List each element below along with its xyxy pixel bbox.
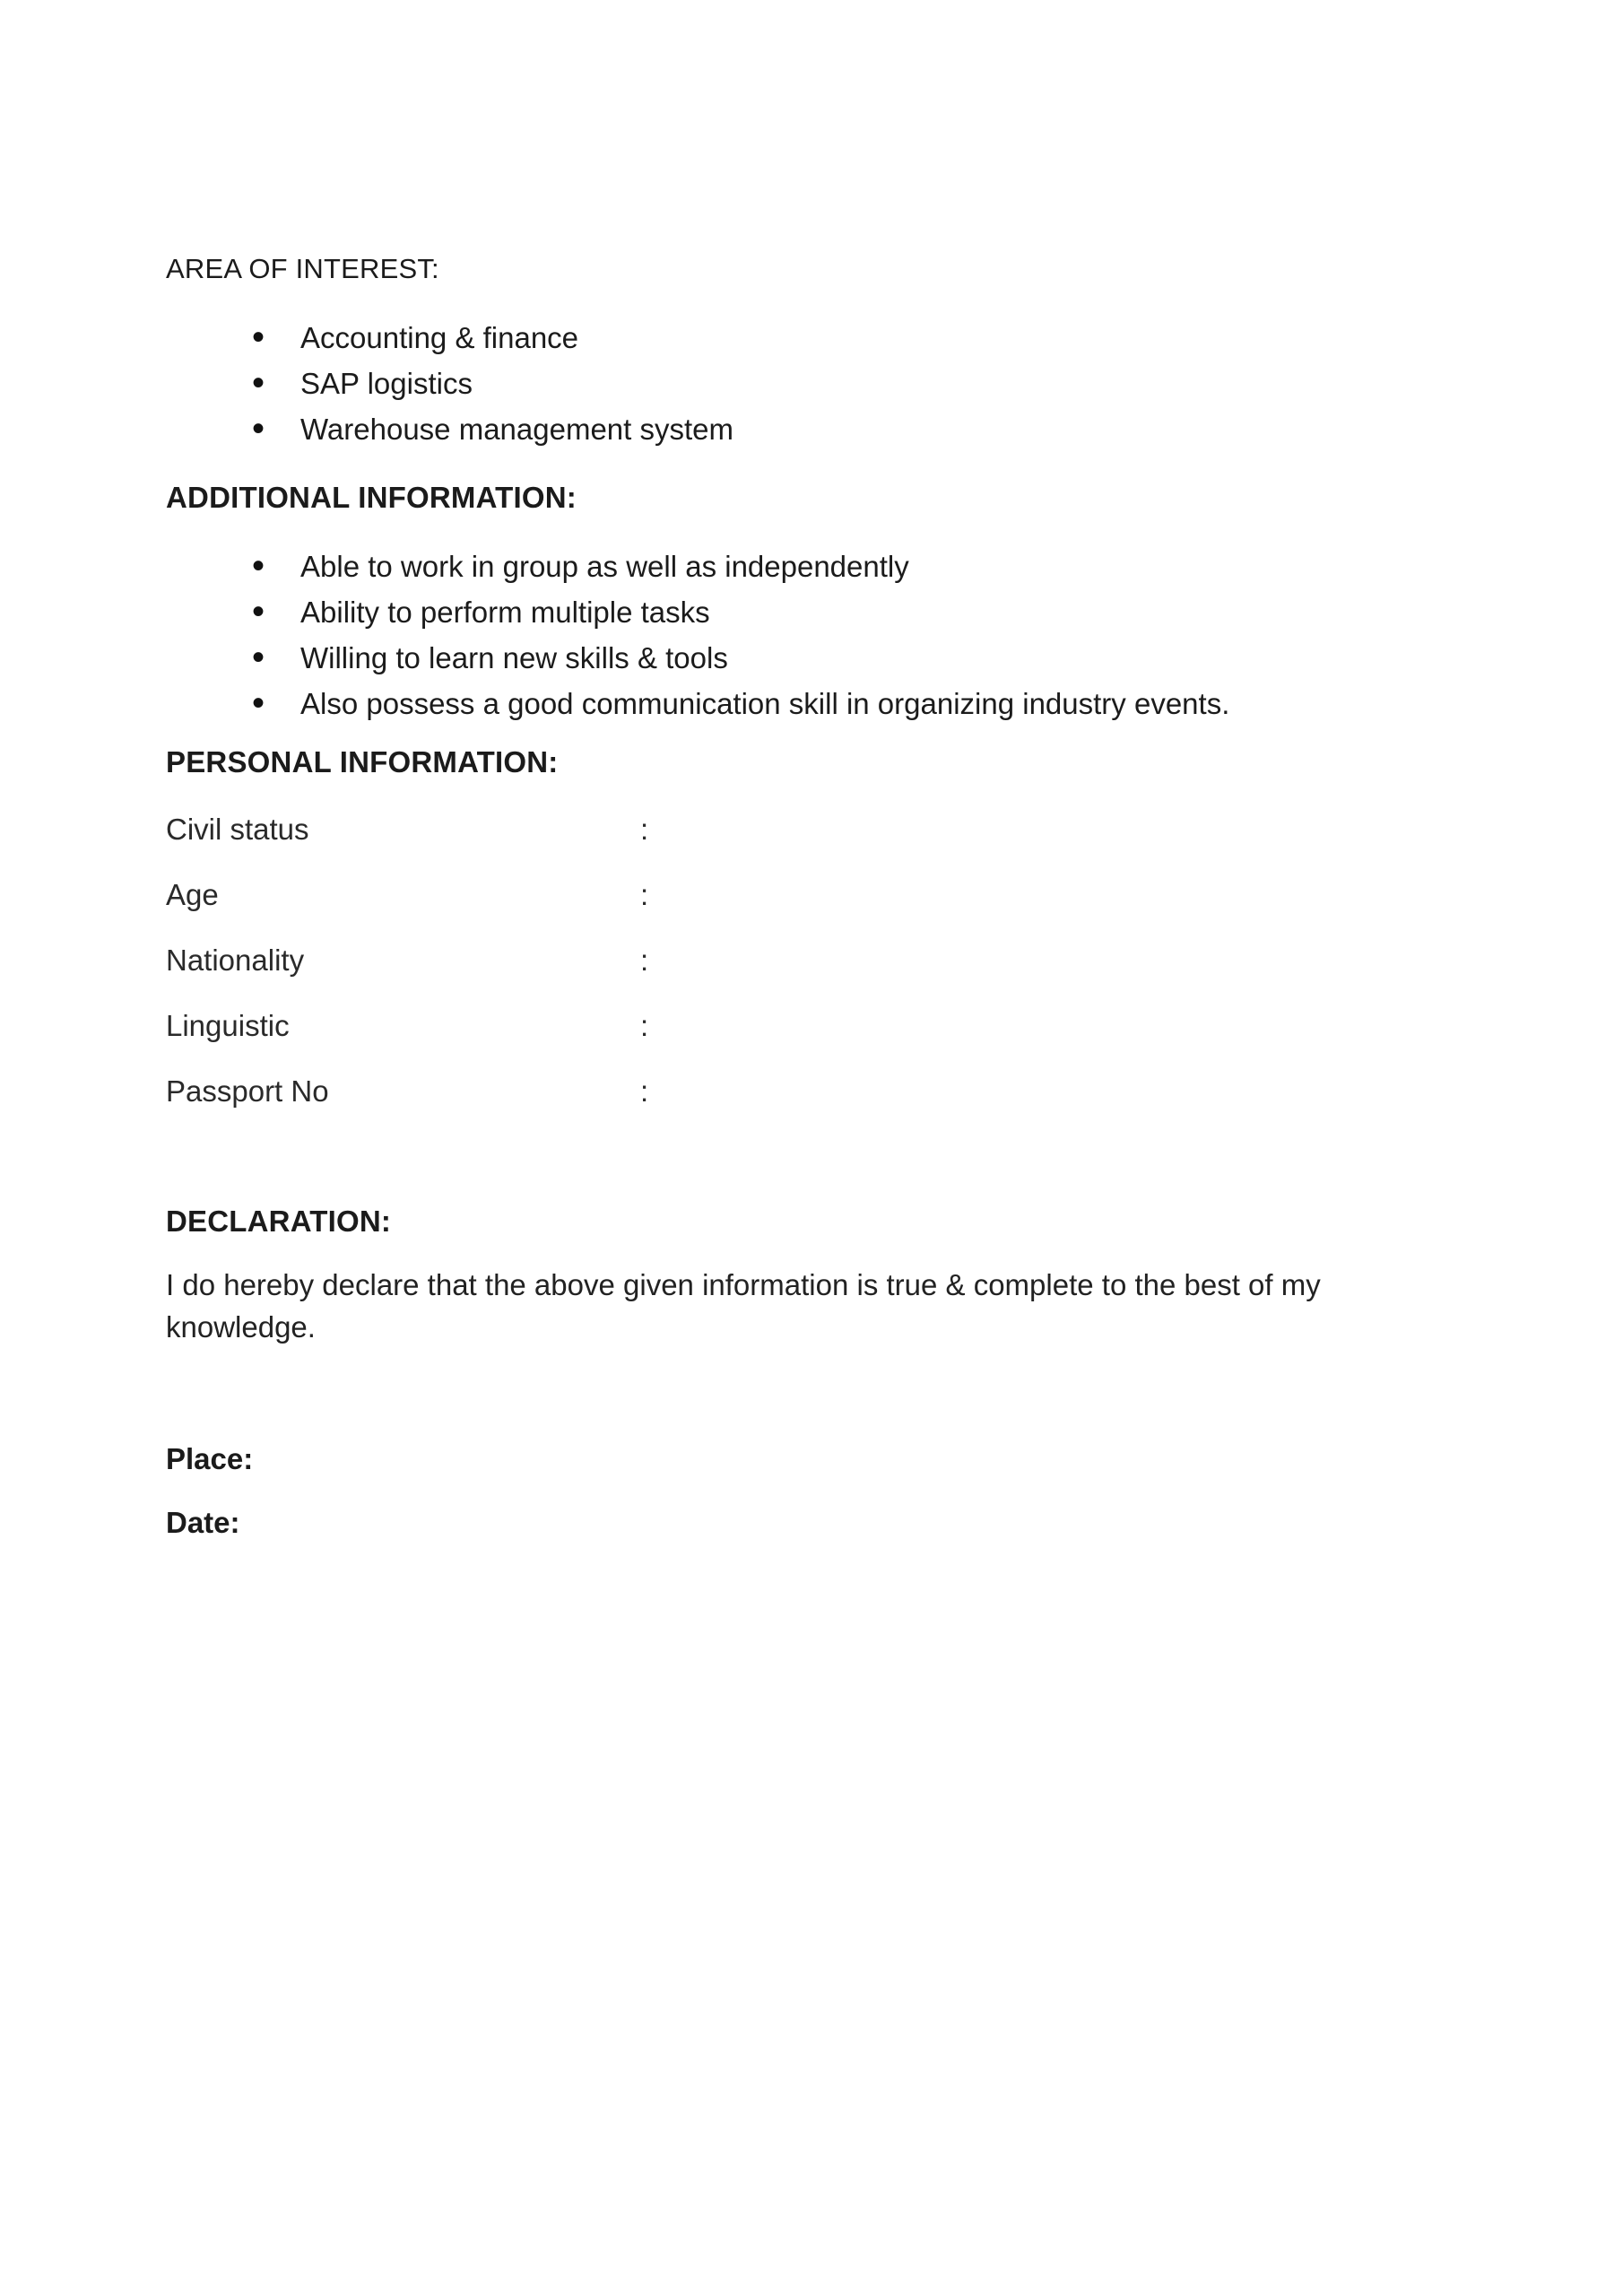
list-item: • Accounting & finance	[166, 315, 1457, 361]
list-item: • Also possess a good communication skill in organizing industry events.	[166, 681, 1457, 726]
list-item: • Ability to perform multiple tasks	[166, 589, 1457, 635]
field-row-nationality	[166, 939, 1457, 982]
field-label: Civil status	[166, 813, 309, 846]
list-item: • Willing to learn new skills & tools	[166, 635, 1457, 681]
section-title-area-of-interest: AREA OF INTEREST:	[166, 253, 439, 284]
date-label: Date:	[166, 1506, 240, 1539]
field-colon: :	[640, 1009, 649, 1042]
field-colon: :	[640, 944, 649, 977]
list-item: • Able to work in group as well as independently	[166, 544, 1457, 589]
field-colon: :	[640, 878, 649, 911]
list-item: • Warehouse management system	[166, 406, 1457, 452]
section-title-personal-information: PERSONAL INFORMATION:	[166, 745, 559, 778]
declaration-paragraph: I do hereby declare that the above given information is true & complete to the best of my knowledge.	[166, 1268, 1321, 1344]
field-label: Linguistic	[166, 1009, 290, 1042]
place-label: Place:	[166, 1442, 254, 1475]
section-title-declaration: DECLARATION:	[166, 1205, 392, 1238]
field-row-linguistic	[166, 1004, 1457, 1048]
area-of-interest-list	[166, 315, 1457, 452]
section-title-additional-information: ADDITIONAL INFORMATION:	[166, 481, 577, 514]
field-row-civil-status	[166, 808, 1457, 851]
additional-information-list	[166, 544, 1457, 726]
field-label: Age	[166, 878, 219, 911]
field-label: Passport No	[166, 1074, 329, 1108]
field-label: Nationality	[166, 944, 305, 977]
field-row-age	[166, 874, 1457, 917]
field-colon: :	[640, 813, 649, 846]
list-item: • SAP logistics	[166, 361, 1457, 406]
field-colon: :	[640, 1074, 649, 1108]
personal-information-fields	[166, 808, 1457, 1113]
field-row-passport-no	[166, 1070, 1457, 1113]
